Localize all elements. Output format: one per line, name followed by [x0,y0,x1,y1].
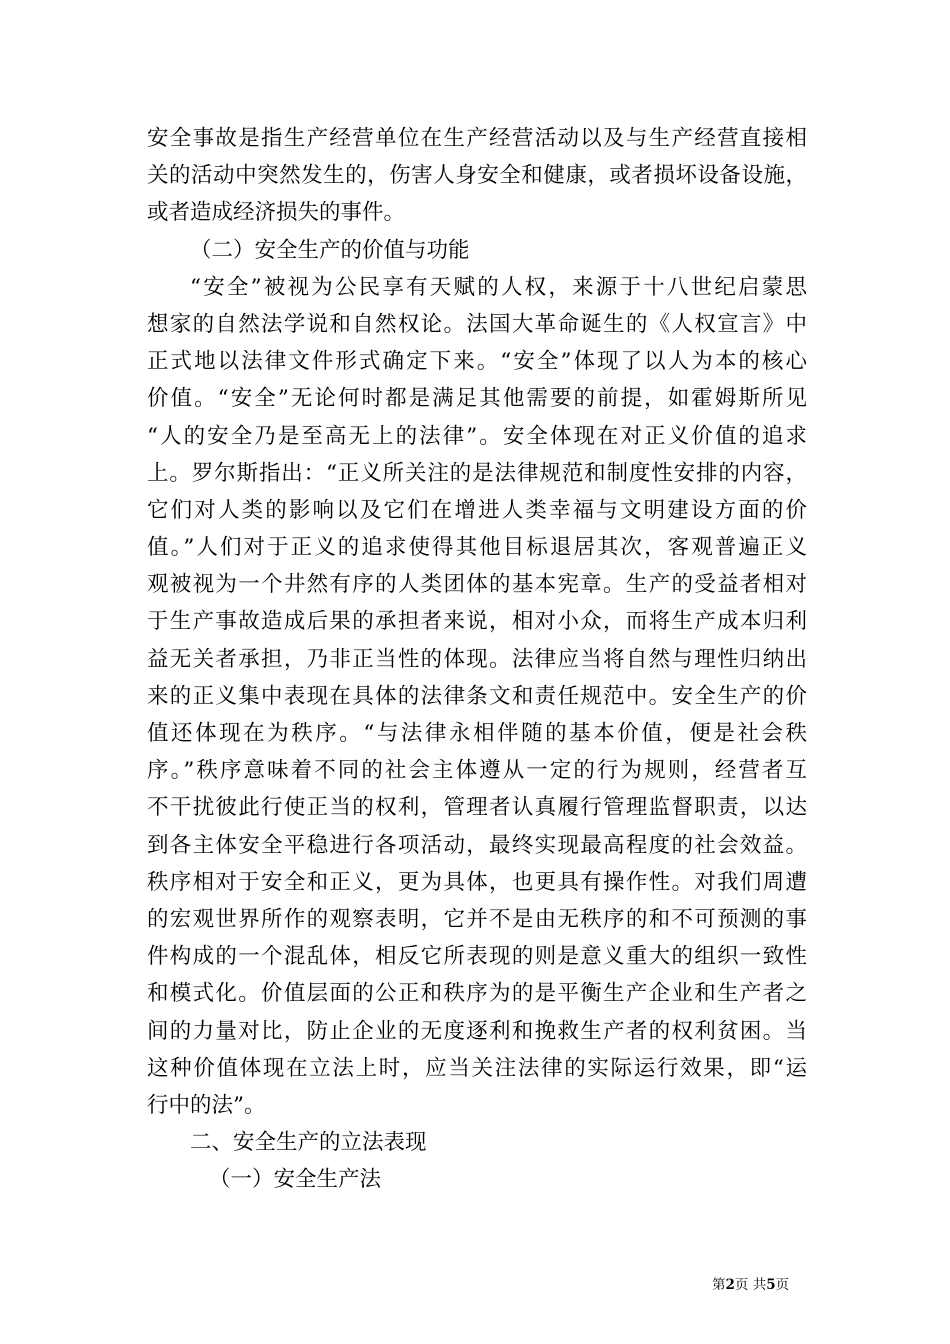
total-page-count: 5 [766,1277,776,1293]
page-footer-suffix: 页 [775,1277,790,1293]
body-line: 这种价值体现在立法上时，应当关注法律的实际运行效果，即“运 [147,1055,807,1081]
body-line: 的宏观世界所作的观察表明，它并不是由无秩序的和不可预测的事 [147,906,807,932]
body-line: 益无关者承担，乃非正当性的体现。法律应当将自然与理性归纳出 [147,646,807,672]
section-heading-value-and-function: （二）安全生产的价值与功能 [190,237,470,263]
current-page-number: 2 [725,1277,735,1293]
body-line: 它们对人类的影响以及它们在增进人类幸福与文明建设方面的价 [147,497,807,523]
body-line: 值还体现在为秩序。“与法律永相伴随的基本价值，便是社会秩 [147,721,807,746]
body-line: 于生产事故造成后果的承担者来说，相对小众，而将生产成本归利 [147,609,807,635]
body-line: 价值。“安全”无论何时都是满足其他需要的前提，如霍姆斯所见 [147,386,807,412]
page-footer-middle: 页 共 [734,1277,767,1293]
body-line: 上。罗尔斯指出：“正义所关注的是法律规范和制度性安排的内容， [147,460,807,486]
body-line: “人的安全乃是至高无上的法律”。安全体现在对正义价值的追求 [147,423,807,449]
body-line: 行中的法”。 [147,1092,266,1118]
body-line: 序。”秩序意味着不同的社会主体遵从一定的行为规则，经营者互 [147,758,807,784]
section-heading-legislation: 二、安全生产的立法表现 [190,1130,427,1156]
body-line: 间的力量对比，防止企业的无度逐利和挽救生产者的权利贫困。当 [147,1018,807,1044]
body-line: 关的活动中突然发生的，伤害人身安全和健康，或者损坏设备设施， [147,163,807,189]
body-line: “安全”被视为公民享有天赋的人权，来源于十八世纪启蒙思 [190,274,807,300]
body-line: 和模式化。价值层面的公正和秩序为的是平衡生产企业和生产者之 [147,981,807,1007]
body-line: 观被视为一个井然有序的人类团体的基本宪章。生产的受益者相对 [147,572,807,598]
body-line: 值。”人们对于正义的追求使得其他目标退居其次，客观普遍正义 [147,535,807,561]
body-line: 不干扰彼此行使正当的权利，管理者认真履行管理监督职责，以达 [147,795,807,821]
body-line: 秩序相对于安全和正义，更为具体，也更具有操作性。对我们周遭 [147,869,807,895]
body-line: 或者造成经济损失的事件。 [147,200,406,226]
body-line: 件构成的一个混乱体，相反它所表现的则是意义重大的组织一致性 [147,944,807,970]
page-footer-prefix: 第 [712,1277,726,1293]
page-number-footer [712,1273,789,1293]
body-line: 想家的自然法学说和自然权论。法国大革命诞生的《人权宣言》中 [147,311,807,337]
document-body [147,120,807,1198]
body-line: 来的正义集中表现在具体的法律条文和责任规范中。安全生产的价 [147,683,807,709]
body-line: 安全事故是指生产经营单位在生产经营活动以及与生产经营直接相 [147,126,807,151]
body-line: 正式地以法律文件形式确定下来。“安全”体现了以人为本的核心 [147,349,807,375]
body-line: 到各主体安全平稳进行各项活动，最终实现最高程度的社会效益。 [147,832,807,858]
section-heading-safety-law: （一）安全生产法 [209,1167,382,1193]
